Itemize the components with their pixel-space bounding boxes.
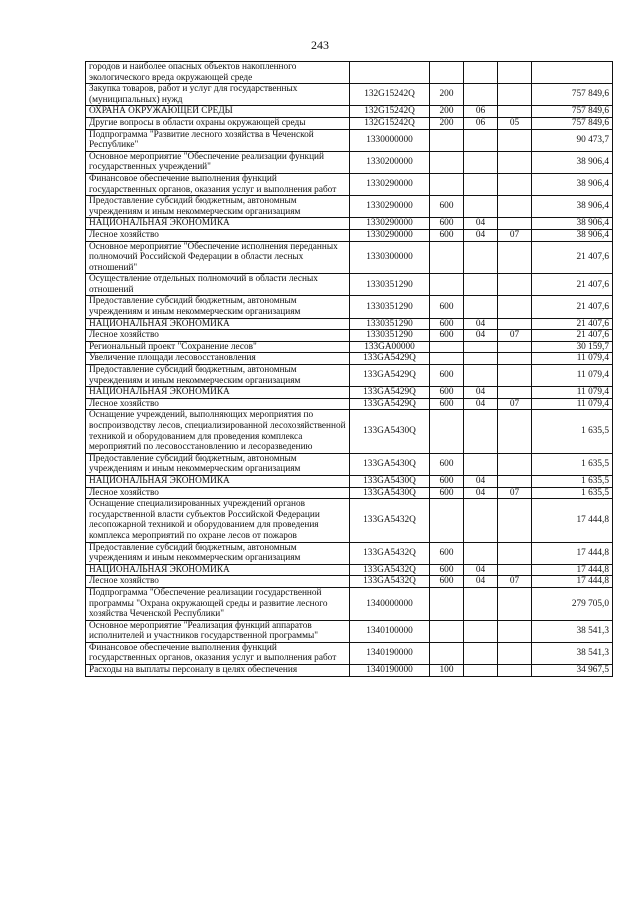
row-name-cell: городов и наиболее опасных объектов накопленного экологического вреда окружающей среде — [86, 62, 350, 84]
row-name-cell: Финансовое обеспечение выполнения функций государственных органов, оказания услуг и выполнения работ — [86, 642, 350, 664]
row-subsection-cell — [498, 241, 532, 274]
row-subsection-cell — [498, 106, 532, 118]
row-name-cell: Лесное хозяйство — [86, 398, 350, 410]
row-section-cell — [464, 151, 498, 173]
table-row — [86, 353, 613, 365]
row-expense-type-cell — [430, 587, 464, 620]
table-row — [86, 296, 613, 318]
row-amount-cell: 17 444,8 — [532, 576, 613, 588]
row-section-cell: 04 — [464, 218, 498, 230]
row-code-cell: 1330351290 — [350, 274, 430, 296]
row-expense-type-cell — [430, 151, 464, 173]
row-expense-type-cell — [430, 353, 464, 365]
row-code-cell: 133GA5432Q — [350, 576, 430, 588]
row-section-cell — [464, 341, 498, 353]
row-expense-type-cell — [430, 241, 464, 274]
row-amount-cell: 21 407,6 — [532, 296, 613, 318]
row-section-cell — [464, 173, 498, 195]
table-row — [86, 453, 613, 475]
row-expense-type-cell: 600 — [430, 564, 464, 576]
row-subsection-cell — [498, 62, 532, 84]
row-subsection-cell — [498, 218, 532, 230]
row-expense-type-cell: 600 — [430, 196, 464, 218]
row-code-cell: 132G15242Q — [350, 106, 430, 118]
row-code-cell: 1330351290 — [350, 296, 430, 318]
row-amount-cell: 757 849,6 — [532, 117, 613, 129]
row-section-cell — [464, 410, 498, 453]
row-amount-cell: 38 906,4 — [532, 218, 613, 230]
table-row — [86, 642, 613, 664]
row-expense-type-cell — [430, 499, 464, 542]
row-section-cell: 04 — [464, 330, 498, 342]
table-row — [86, 62, 613, 84]
row-subsection-cell — [498, 642, 532, 664]
row-code-cell: 1330290000 — [350, 173, 430, 195]
row-code-cell: 1330200000 — [350, 151, 430, 173]
row-section-cell: 04 — [464, 229, 498, 241]
table-row — [86, 576, 613, 588]
row-expense-type-cell: 600 — [430, 387, 464, 399]
row-expense-type-cell: 200 — [430, 84, 464, 106]
row-amount-cell: 11 079,4 — [532, 387, 613, 399]
row-expense-type-cell — [430, 274, 464, 296]
row-expense-type-cell: 600 — [430, 318, 464, 330]
row-amount-cell: 1 635,5 — [532, 487, 613, 499]
row-name-cell: НАЦИОНАЛЬНАЯ ЭКОНОМИКА — [86, 387, 350, 399]
row-name-cell: Основное мероприятие "Обеспечение реализации функций государственных учреждений" — [86, 151, 350, 173]
row-expense-type-cell — [430, 129, 464, 151]
row-name-cell: Расходы на выплаты персоналу в целях обеспечения — [86, 665, 350, 677]
row-name-cell: Осуществление отдельных полномочий в области лесных отношений — [86, 274, 350, 296]
row-name-cell: Закупка товаров, работ и услуг для государственных (муниципальных) нужд — [86, 84, 350, 106]
row-section-cell: 04 — [464, 387, 498, 399]
row-section-cell — [464, 241, 498, 274]
row-section-cell — [464, 296, 498, 318]
row-name-cell: Подпрограмма "Развитие лесного хозяйства в Чеченской Республике" — [86, 129, 350, 151]
table-row — [86, 274, 613, 296]
table-row — [86, 173, 613, 195]
row-section-cell — [464, 84, 498, 106]
row-subsection-cell — [498, 453, 532, 475]
row-name-cell: Другие вопросы в области охраны окружающей среды — [86, 117, 350, 129]
row-subsection-cell — [498, 274, 532, 296]
row-section-cell — [464, 542, 498, 564]
row-amount-cell: 38 906,4 — [532, 229, 613, 241]
row-amount-cell: 17 444,8 — [532, 499, 613, 542]
row-section-cell: 06 — [464, 117, 498, 129]
row-name-cell: Лесное хозяйство — [86, 229, 350, 241]
row-code-cell: 1330290000 — [350, 229, 430, 241]
row-expense-type-cell: 200 — [430, 117, 464, 129]
row-section-cell: 04 — [464, 475, 498, 487]
table-row — [86, 564, 613, 576]
row-code-cell: 133GA5430Q — [350, 487, 430, 499]
row-section-cell — [464, 665, 498, 677]
row-code-cell: 133GA5432Q — [350, 499, 430, 542]
row-name-cell: Предоставление субсидий бюджетным, автономным учреждениям и иным некоммерческим организациям — [86, 542, 350, 564]
row-name-cell: НАЦИОНАЛЬНАЯ ЭКОНОМИКА — [86, 564, 350, 576]
row-subsection-cell — [498, 296, 532, 318]
row-amount-cell: 11 079,4 — [532, 353, 613, 365]
row-subsection-cell — [498, 387, 532, 399]
row-name-cell: НАЦИОНАЛЬНАЯ ЭКОНОМИКА — [86, 218, 350, 230]
row-name-cell: Предоставление субсидий бюджетным, автономным учреждениям и иным некоммерческим организациям — [86, 453, 350, 475]
row-amount-cell: 38 541,3 — [532, 642, 613, 664]
row-code-cell: 133GA5429Q — [350, 398, 430, 410]
table-row — [86, 487, 613, 499]
row-amount-cell: 757 849,6 — [532, 84, 613, 106]
row-amount-cell: 17 444,8 — [532, 542, 613, 564]
row-subsection-cell — [498, 84, 532, 106]
table-row — [86, 620, 613, 642]
row-amount-cell: 34 967,5 — [532, 665, 613, 677]
row-amount-cell: 1 635,5 — [532, 453, 613, 475]
row-subsection-cell — [498, 173, 532, 195]
row-expense-type-cell: 600 — [430, 542, 464, 564]
table-row — [86, 229, 613, 241]
row-subsection-cell: 07 — [498, 576, 532, 588]
table-row — [86, 410, 613, 453]
row-name-cell: Увеличение площади лесовосстановления — [86, 353, 350, 365]
row-code-cell: 1340190000 — [350, 642, 430, 664]
row-code-cell: 133GA5430Q — [350, 453, 430, 475]
row-expense-type-cell — [430, 642, 464, 664]
row-subsection-cell — [498, 151, 532, 173]
row-name-cell: Основное мероприятие "Реализация функций аппаратов исполнителей и участников государственной программы" — [86, 620, 350, 642]
row-section-cell: 04 — [464, 576, 498, 588]
row-amount-cell: 21 407,6 — [532, 274, 613, 296]
row-section-cell: 04 — [464, 564, 498, 576]
row-amount-cell: 11 079,4 — [532, 398, 613, 410]
row-expense-type-cell: 600 — [430, 296, 464, 318]
row-section-cell — [464, 196, 498, 218]
row-name-cell: Региональный проект "Сохранение лесов" — [86, 341, 350, 353]
row-section-cell: 06 — [464, 106, 498, 118]
row-subsection-cell: 07 — [498, 229, 532, 241]
row-expense-type-cell — [430, 620, 464, 642]
row-amount-cell: 21 407,6 — [532, 318, 613, 330]
row-subsection-cell: 07 — [498, 330, 532, 342]
row-expense-type-cell — [430, 62, 464, 84]
row-name-cell: Лесное хозяйство — [86, 576, 350, 588]
row-amount-cell: 30 159,7 — [532, 341, 613, 353]
row-subsection-cell — [498, 353, 532, 365]
row-section-cell: 04 — [464, 398, 498, 410]
row-amount-cell: 11 079,4 — [532, 365, 613, 387]
row-name-cell: Лесное хозяйство — [86, 487, 350, 499]
table-row — [86, 196, 613, 218]
row-subsection-cell — [498, 410, 532, 453]
row-subsection-cell: 05 — [498, 117, 532, 129]
row-subsection-cell — [498, 129, 532, 151]
row-name-cell: Оснащение учреждений, выполняющих мероприятия по воспроизводству лесов, специализированной лесохозяйственной техникой и оборудованием для проведения комплекса мероприятий по лесовосстановлению и лесоразведению — [86, 410, 350, 453]
row-section-cell — [464, 620, 498, 642]
row-subsection-cell — [498, 318, 532, 330]
row-code-cell: 133GA5429Q — [350, 365, 430, 387]
table-row — [86, 542, 613, 564]
table-row — [86, 318, 613, 330]
row-expense-type-cell: 600 — [430, 218, 464, 230]
row-section-cell — [464, 587, 498, 620]
row-subsection-cell — [498, 564, 532, 576]
table-row — [86, 218, 613, 230]
row-expense-type-cell: 600 — [430, 487, 464, 499]
table-row — [86, 365, 613, 387]
row-expense-type-cell: 200 — [430, 106, 464, 118]
row-section-cell — [464, 365, 498, 387]
row-subsection-cell — [498, 587, 532, 620]
row-code-cell: 133GA00000 — [350, 341, 430, 353]
row-name-cell: Предоставление субсидий бюджетным, автономным учреждениям и иным некоммерческим организациям — [86, 196, 350, 218]
row-code-cell: 1340100000 — [350, 620, 430, 642]
row-section-cell: 04 — [464, 318, 498, 330]
row-code-cell: 133GA5432Q — [350, 564, 430, 576]
row-name-cell: Предоставление субсидий бюджетным, автономным учреждениям и иным некоммерческим организациям — [86, 365, 350, 387]
table-row — [86, 117, 613, 129]
row-expense-type-cell: 600 — [430, 398, 464, 410]
row-code-cell: 133GA5432Q — [350, 542, 430, 564]
row-name-cell: ОХРАНА ОКРУЖАЮЩЕЙ СРЕДЫ — [86, 106, 350, 118]
row-code-cell: 132G15242Q — [350, 117, 430, 129]
row-expense-type-cell: 600 — [430, 453, 464, 475]
table-row — [86, 106, 613, 118]
row-expense-type-cell: 100 — [430, 665, 464, 677]
row-code-cell: 133GA5430Q — [350, 410, 430, 453]
row-amount-cell: 90 473,7 — [532, 129, 613, 151]
row-code-cell: 1330351290 — [350, 318, 430, 330]
row-subsection-cell — [498, 196, 532, 218]
row-section-cell — [464, 642, 498, 664]
row-section-cell — [464, 499, 498, 542]
row-amount-cell: 757 849,6 — [532, 106, 613, 118]
row-expense-type-cell — [430, 173, 464, 195]
row-code-cell: 1330290000 — [350, 218, 430, 230]
row-code-cell: 133GA5430Q — [350, 475, 430, 487]
row-code-cell: 1340190000 — [350, 665, 430, 677]
table-row — [86, 151, 613, 173]
table-row — [86, 387, 613, 399]
row-amount-cell: 38 906,4 — [532, 151, 613, 173]
row-name-cell: НАЦИОНАЛЬНАЯ ЭКОНОМИКА — [86, 318, 350, 330]
row-section-cell — [464, 353, 498, 365]
table-row — [86, 499, 613, 542]
row-amount-cell: 38 541,3 — [532, 620, 613, 642]
table-row — [86, 241, 613, 274]
row-section-cell — [464, 453, 498, 475]
row-amount-cell: 1 635,5 — [532, 410, 613, 453]
row-section-cell: 04 — [464, 487, 498, 499]
row-subsection-cell: 07 — [498, 487, 532, 499]
row-name-cell: Финансовое обеспечение выполнения функций государственных органов, оказания услуг и выполнения работ — [86, 173, 350, 195]
row-name-cell: Подпрограмма "Обеспечение реализации государственной программы "Охрана окружающей среды и развитие лесного хозяйства Чеченской Республики" — [86, 587, 350, 620]
row-name-cell: Основное мероприятие "Обеспечение исполнения переданных полномочий Российской Федерации в области лесных отношений" — [86, 241, 350, 274]
row-expense-type-cell — [430, 410, 464, 453]
row-section-cell — [464, 62, 498, 84]
row-code-cell: 1330300000 — [350, 241, 430, 274]
row-subsection-cell — [498, 542, 532, 564]
table-row — [86, 665, 613, 677]
row-amount-cell: 279 705,0 — [532, 587, 613, 620]
row-code-cell: 133GA5429Q — [350, 387, 430, 399]
row-subsection-cell — [498, 499, 532, 542]
page-number: 243 — [311, 38, 329, 52]
row-section-cell — [464, 274, 498, 296]
row-expense-type-cell: 600 — [430, 365, 464, 387]
row-subsection-cell — [498, 665, 532, 677]
row-expense-type-cell — [430, 341, 464, 353]
row-name-cell: Лесное хозяйство — [86, 330, 350, 342]
row-code-cell: 1330351290 — [350, 330, 430, 342]
row-code-cell: 1330290000 — [350, 196, 430, 218]
table-row — [86, 341, 613, 353]
row-amount-cell: 1 635,5 — [532, 475, 613, 487]
row-subsection-cell: 07 — [498, 398, 532, 410]
row-code-cell: 1330000000 — [350, 129, 430, 151]
table-row — [86, 587, 613, 620]
row-subsection-cell — [498, 341, 532, 353]
row-amount-cell: 21 407,6 — [532, 241, 613, 274]
row-name-cell: НАЦИОНАЛЬНАЯ ЭКОНОМИКА — [86, 475, 350, 487]
row-expense-type-cell: 600 — [430, 475, 464, 487]
row-subsection-cell — [498, 620, 532, 642]
budget-table — [85, 61, 613, 677]
table-row — [86, 398, 613, 410]
table-row — [86, 84, 613, 106]
row-subsection-cell — [498, 475, 532, 487]
row-expense-type-cell: 600 — [430, 229, 464, 241]
row-amount-cell: 38 906,4 — [532, 173, 613, 195]
row-amount-cell: 38 906,4 — [532, 196, 613, 218]
table-row — [86, 129, 613, 151]
row-amount-cell: 21 407,6 — [532, 330, 613, 342]
table-row — [86, 475, 613, 487]
row-name-cell: Оснащение специализированных учреждений органов государственной власти субъектов Российской Федерации лесопожарной техникой и оборудованием для проведения комплекса мероприятий по охране лесов от пожаров — [86, 499, 350, 542]
row-expense-type-cell: 600 — [430, 330, 464, 342]
table-row — [86, 330, 613, 342]
row-code-cell: 1340000000 — [350, 587, 430, 620]
budget-table-body — [86, 62, 613, 677]
row-code-cell: 132G15242Q — [350, 84, 430, 106]
row-section-cell — [464, 129, 498, 151]
row-amount-cell — [532, 62, 613, 84]
row-expense-type-cell: 600 — [430, 576, 464, 588]
row-code-cell — [350, 62, 430, 84]
row-amount-cell: 17 444,8 — [532, 564, 613, 576]
row-code-cell: 133GA5429Q — [350, 353, 430, 365]
row-name-cell: Предоставление субсидий бюджетным, автономным учреждениям и иным некоммерческим организациям — [86, 296, 350, 318]
row-subsection-cell — [498, 365, 532, 387]
